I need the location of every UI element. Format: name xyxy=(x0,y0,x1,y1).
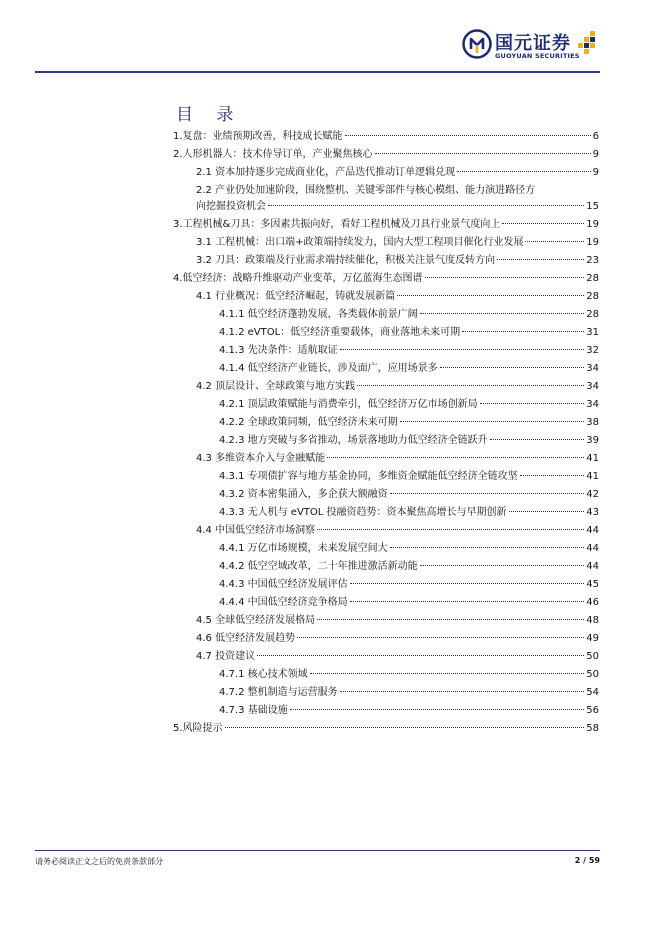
toc-leader-dots xyxy=(425,277,585,278)
toc-entry[interactable] xyxy=(196,613,599,629)
toc-entry[interactable] xyxy=(196,631,599,647)
toc-entry[interactable] xyxy=(196,649,599,665)
toc-leader-dots xyxy=(350,583,585,584)
toc-leader-dots xyxy=(375,153,591,154)
toc-entry[interactable] xyxy=(196,165,599,181)
toc-entry-title: 3.工程机械&刀具：多因素共振向好，看好工程机械及刀具行业景气度向上 xyxy=(173,219,501,230)
toc-entry[interactable] xyxy=(219,559,599,575)
toc-entry[interactable] xyxy=(196,253,599,269)
toc-entry-page: 15 xyxy=(586,201,599,212)
toc-entry-page: 41 xyxy=(586,453,599,464)
toc-entry-title: 4.低空经济：战略升维驱动产业变革，万亿蓝海生态图谱 xyxy=(173,273,423,284)
toc-leader-dots xyxy=(400,421,585,422)
toc-entry-page: 28 xyxy=(586,273,599,284)
toc-entry[interactable] xyxy=(219,343,599,359)
toc-entry-title: 5.风险提示 xyxy=(173,723,223,734)
toc-entry[interactable] xyxy=(219,505,599,521)
toc-leader-dots xyxy=(525,241,584,242)
toc-entry[interactable] xyxy=(173,271,599,287)
toc-entry-title: 2.1 资本加持逐步完成商业化，产品迭代推动订单逻辑兑现 xyxy=(196,167,456,178)
logo-english-name: GUOYUAN SECURITIES xyxy=(495,52,580,60)
toc-leader-dots xyxy=(502,223,584,224)
footer-divider xyxy=(35,850,600,851)
toc-entry-page: 28 xyxy=(586,291,599,302)
toc-entry-page: 19 xyxy=(586,237,599,248)
toc-entry[interactable] xyxy=(219,595,599,611)
toc-entry[interactable] xyxy=(219,325,599,341)
toc-entry-page: 34 xyxy=(586,363,599,374)
toc-entry-page: 46 xyxy=(586,597,599,608)
toc-entry[interactable] xyxy=(173,129,599,145)
toc-entry-page: 6 xyxy=(592,131,599,142)
toc-entry-title: 4.7.1 核心技术领域 xyxy=(219,669,308,680)
toc-entry-page: 39 xyxy=(586,435,599,446)
toc-entry-title: 4.3.2 资本密集涌入，多企获大额融资 xyxy=(219,489,388,500)
toc-entry[interactable] xyxy=(219,469,599,485)
toc-entry-title: 4.3 多维资本介入与金融赋能 xyxy=(196,453,326,464)
toc-entry-title: 4.1 行业概况：低空经济崛起，铸就发展新篇 xyxy=(196,291,396,302)
toc-entry-title: 4.7 投资建议 xyxy=(196,651,256,662)
toc-entry-title: 4.2.3 地方突破与多省推动，场景落地助力低空经济全链跃升 xyxy=(219,435,488,446)
toc-leader-dots xyxy=(390,493,585,494)
toc-entry-page: 49 xyxy=(586,633,599,644)
toc-entry-title-line2: 向挖掘投资机会 xyxy=(196,201,266,212)
toc-entry-title: 4.3.1 专项债扩容与地方基金协同，多维资金赋能低空经济全链攻坚 xyxy=(219,471,518,482)
toc-entry-title: 4.6 低空经济发展趋势 xyxy=(196,633,296,644)
toc-entry[interactable] xyxy=(196,523,599,539)
toc-leader-dots xyxy=(340,691,585,692)
toc-entry-page: 9 xyxy=(592,149,599,160)
toc-leader-dots xyxy=(420,313,585,314)
toc-entry-page: 48 xyxy=(586,615,599,626)
toc-entry-page: 31 xyxy=(586,327,599,338)
toc-entry-title: 2.人形机器人：技术侍导订单，产业聚焦核心 xyxy=(173,149,373,160)
toc-entry-page: 38 xyxy=(586,417,599,428)
toc-entry-title: 4.4.1 万亿市场规模，未来发展空间大 xyxy=(219,543,388,554)
toc-entry-page: 32 xyxy=(586,345,599,356)
toc-entry[interactable] xyxy=(219,415,599,431)
toc-entry-page: 34 xyxy=(586,399,599,410)
page-number: 2 / 59 xyxy=(574,856,600,865)
toc-entry-page: 23 xyxy=(586,255,599,266)
toc-entry-page: 44 xyxy=(586,525,599,536)
company-logo xyxy=(462,29,602,63)
toc-leader-dots xyxy=(327,457,584,458)
toc-entry[interactable] xyxy=(219,703,599,719)
toc-leader-dots xyxy=(345,135,591,136)
toc-entry[interactable] xyxy=(219,667,599,683)
toc-leader-dots xyxy=(268,205,584,206)
toc-leader-dots xyxy=(520,475,585,476)
toc-leader-dots xyxy=(420,565,585,566)
toc-entry-title: 4.1.2 eVTOL：低空经济重要载体，商业落地未来可期 xyxy=(219,327,461,338)
toc-entry-page: 56 xyxy=(586,705,599,716)
toc-entry[interactable] xyxy=(219,685,599,701)
toc-leader-dots xyxy=(357,385,584,386)
toc-entry-page: 28 xyxy=(586,309,599,320)
toc-entry-title: 4.7.3 基础设施 xyxy=(219,705,288,716)
toc-entry-page: 58 xyxy=(586,723,599,734)
toc-leader-dots xyxy=(390,547,585,548)
toc-entry-page: 9 xyxy=(592,167,599,178)
toc-leader-dots xyxy=(317,619,584,620)
toc-entry-title: 4.2.2 全球政策同频，低空经济未来可期 xyxy=(219,417,398,428)
toc-entry[interactable] xyxy=(173,721,599,737)
toc-leader-dots xyxy=(290,709,585,710)
toc-leader-dots xyxy=(457,171,591,172)
toc-entry-title: 4.1.4 低空经济产业链长，涉及面广，应用场景多 xyxy=(219,363,438,374)
toc-entry[interactable] xyxy=(173,147,599,163)
toc-entry[interactable] xyxy=(196,199,599,215)
toc-leader-dots xyxy=(340,349,585,350)
toc-entry-title: 4.4.2 低空空域改革，二十年推进激活新动能 xyxy=(219,561,418,572)
toc-entry-title-line1[interactable]: 2.2 产业仍处加速阶段，围绕整机、关键零部件与核心模组、能力演进路径方 xyxy=(196,185,536,196)
toc-entry-page: 44 xyxy=(586,561,599,572)
toc-entry-title: 4.4 中国低空经济市场洞察 xyxy=(196,525,316,536)
toc-entry-page: 34 xyxy=(586,381,599,392)
toc-entry-title: 4.2 顶层设计、全球政策与地方实践 xyxy=(196,381,356,392)
toc-entry[interactable] xyxy=(219,487,599,503)
toc-leader-dots xyxy=(257,655,584,656)
toc-entry-page: 19 xyxy=(586,219,599,230)
toc-entry-page: 44 xyxy=(586,543,599,554)
toc-entry-title: 4.4.4 中国低空经济竞争格局 xyxy=(219,597,348,608)
toc-leader-dots xyxy=(297,637,584,638)
toc-entry[interactable] xyxy=(196,379,599,395)
toc-entry-title: 4.2.1 顶层政策赋能与消费牵引，低空经济万亿市场创新局 xyxy=(219,399,478,410)
toc-leader-dots xyxy=(317,529,584,530)
toc-entry-page: 45 xyxy=(586,579,599,590)
toc-entry-title: 1.复盘：业绩预期改善，科技成长赋能 xyxy=(173,131,343,142)
logo-decoration-icon xyxy=(576,29,600,59)
toc-leader-dots xyxy=(397,295,584,296)
toc-entry-page: 54 xyxy=(586,687,599,698)
toc-entry-title: 4.1.1 低空经济蓬勃发展，各类载体前景广阔 xyxy=(219,309,418,320)
toc-title: 目 录 xyxy=(176,105,243,125)
toc-entry[interactable] xyxy=(196,451,599,467)
toc-leader-dots xyxy=(310,673,585,674)
toc-leader-dots xyxy=(480,403,585,404)
toc-entry-title: 3.2 刀具：政策端及行业需求端持续催化，积极关注景气度反转方向 xyxy=(196,255,496,266)
toc-entry[interactable] xyxy=(219,541,599,557)
toc-entry-title: 4.7.2 整机制造与运营服务 xyxy=(219,687,338,698)
toc-entry-title: 4.4.3 中国低空经济发展评估 xyxy=(219,579,348,590)
toc-entry[interactable] xyxy=(219,397,599,413)
toc-entry-title: 4.5 全球低空经济发展格局 xyxy=(196,615,316,626)
toc-entry[interactable] xyxy=(196,235,599,251)
toc-leader-dots xyxy=(490,439,585,440)
footer-disclaimer: 请务必阅读正文之后的免责条款部分 xyxy=(35,857,163,866)
toc-leader-dots xyxy=(497,259,584,260)
toc-entry[interactable] xyxy=(173,217,599,233)
toc-entry[interactable] xyxy=(219,577,599,593)
toc-entry-page: 50 xyxy=(586,651,599,662)
toc-entry-title: 4.1.3 先决条件：适航取证 xyxy=(219,345,338,356)
toc-leader-dots xyxy=(350,601,585,602)
toc-entry-title: 3.1 工程机械：出口端+政策端持续发力，国内大型工程项目催化行业发展 xyxy=(196,237,524,248)
guoyuan-logo-icon xyxy=(462,29,492,59)
toc-leader-dots xyxy=(509,511,585,512)
toc-entry[interactable] xyxy=(219,361,599,377)
toc-entry-page: 42 xyxy=(586,489,599,500)
toc-leader-dots xyxy=(440,367,585,368)
toc-leader-dots xyxy=(462,331,584,332)
toc-entry-page: 43 xyxy=(586,507,599,518)
toc-entry[interactable] xyxy=(219,307,599,323)
toc-entry-title: 4.3.3 无人机与 eVTOL 投融资趋势：资本聚焦高增长与早期创新 xyxy=(219,507,507,518)
toc-entry[interactable] xyxy=(219,433,599,449)
toc-entry-page: 50 xyxy=(586,669,599,680)
logo-chinese-name: 国元证券 xyxy=(495,33,571,54)
toc-entry-page: 41 xyxy=(586,471,599,482)
toc-entry[interactable] xyxy=(196,289,599,305)
header-divider xyxy=(35,71,600,73)
toc-leader-dots xyxy=(225,727,585,728)
